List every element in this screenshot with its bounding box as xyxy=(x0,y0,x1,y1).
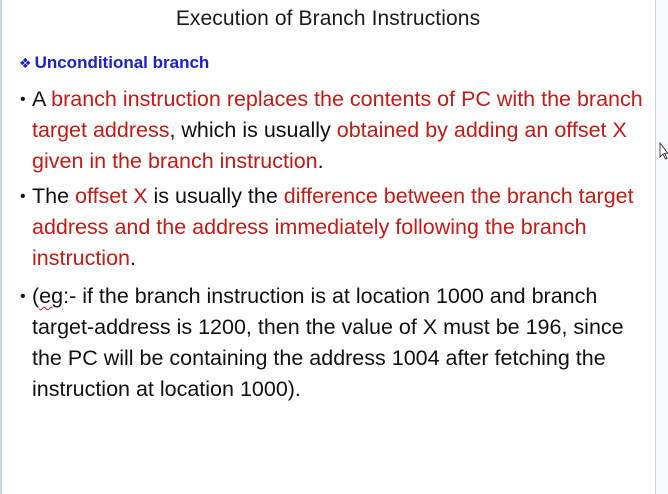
scroll-strip xyxy=(656,0,668,494)
text-segment: :- if the branch instruction is at location 1000 and branch target-address is 1200, then the value of X must be 196, since the PC will be containing the address 1004 after fetching the instruction at location 1000). xyxy=(32,284,624,401)
bullet-text xyxy=(20,181,650,274)
slide-left-edge xyxy=(0,0,2,494)
bullet-item xyxy=(20,84,650,177)
bullet-item xyxy=(20,181,650,274)
highlight-segment: branch instruction replaces the contents of PC with the branch target address xyxy=(32,87,643,142)
slide-title: Execution of Branch Instructions xyxy=(175,7,481,30)
text-segment: The xyxy=(32,184,76,208)
spellcheck-segment: eg xyxy=(39,284,64,308)
mouse-cursor-icon xyxy=(659,142,668,160)
subheading-text: Unconditional branch xyxy=(34,53,210,72)
bullet-text xyxy=(20,84,650,177)
text-segment: . xyxy=(317,149,324,173)
subheading xyxy=(19,53,209,73)
bullet-dot: • xyxy=(20,288,26,305)
text-segment: is usually the xyxy=(147,184,284,208)
highlight-segment: difference between the branch target address and the address immediately following the branch instruction xyxy=(32,184,634,270)
text-segment: ( xyxy=(32,284,40,308)
highlight-segment: offset X xyxy=(75,184,148,208)
text-segment: A xyxy=(32,87,52,111)
highlight-segment: obtained by adding an offset X given in the branch instruction xyxy=(32,118,627,173)
bullet-text xyxy=(20,281,650,405)
diamond-cluster-icon: ❖ xyxy=(19,55,32,71)
bullet-dot: • xyxy=(20,91,26,108)
bullet-dot: • xyxy=(20,188,26,205)
bullet-item xyxy=(20,281,650,405)
text-segment: , which is usually xyxy=(169,118,337,142)
text-segment: . xyxy=(130,246,136,270)
